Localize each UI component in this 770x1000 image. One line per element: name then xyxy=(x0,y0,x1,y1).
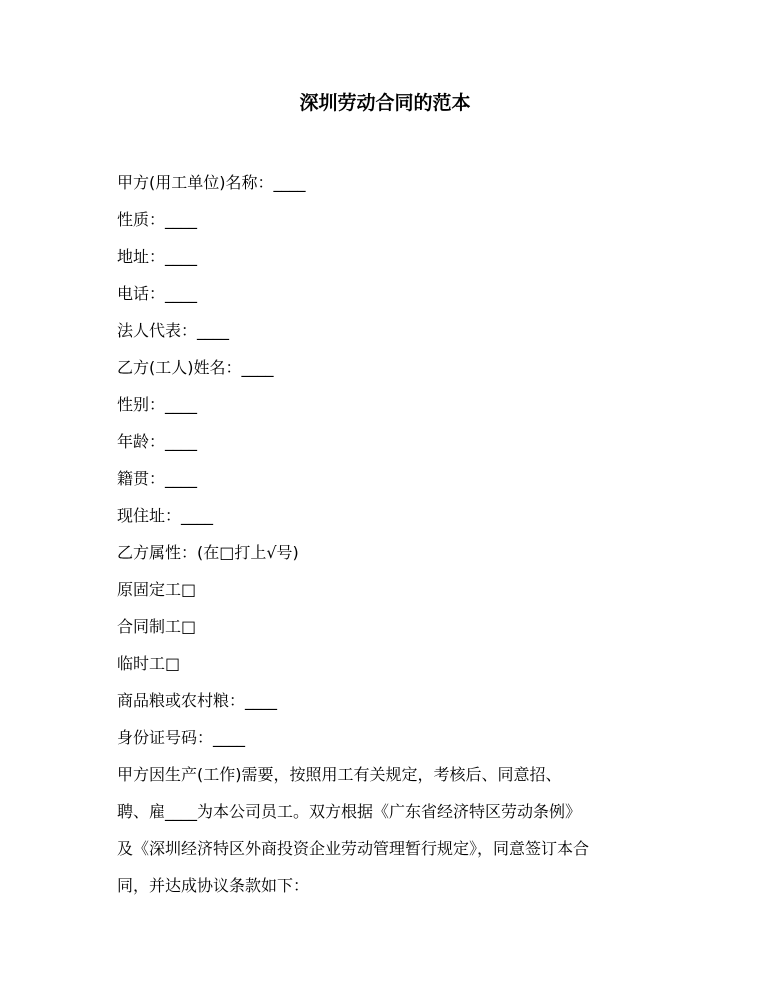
grain-type-line: 商品粮或农村粮：____ xyxy=(117,691,278,710)
legal-representative-line: 法人代表：____ xyxy=(117,321,230,340)
agreement-paragraph-line-2: 聘、雇____为本公司员工。双方根据《广东省经济特区劳动条例》 xyxy=(117,802,582,821)
document-title: 深圳劳动合同的范本 xyxy=(299,92,471,114)
party-a-nature-line: 性质：____ xyxy=(117,210,198,229)
option-original-fixed-worker: 原固定工□ xyxy=(117,580,197,599)
party-a-name-line: 甲方(用工单位)名称：____ xyxy=(117,173,306,192)
id-number-line: 身份证号码：____ xyxy=(117,728,246,747)
agreement-paragraph-line-4: 同，并达成协议条款如下： xyxy=(117,876,310,895)
option-temporary-worker: 临时工□ xyxy=(117,654,181,673)
option-contract-worker: 合同制工□ xyxy=(117,617,197,636)
agreement-paragraph-line-1: 甲方因生产(工作)需要，按照用工有关规定，考核后、同意招、 xyxy=(117,765,562,784)
party-a-phone-line: 电话：____ xyxy=(117,284,198,303)
party-b-type-line: 乙方属性：(在□打上√号) xyxy=(117,543,299,562)
party-b-current-address-line: 现住址：____ xyxy=(117,506,214,525)
party-a-address-line: 地址：____ xyxy=(117,247,198,266)
party-b-origin-line: 籍贯：____ xyxy=(117,469,198,488)
party-b-age-line: 年龄：____ xyxy=(117,432,198,451)
document-body xyxy=(117,164,662,904)
party-b-gender-line: 性别：____ xyxy=(117,395,198,414)
party-b-name-line: 乙方(工人)姓名：____ xyxy=(117,358,274,377)
agreement-paragraph-line-3: 及《深圳经济特区外商投资企业劳动管理暂行规定》，同意签订本合 xyxy=(117,839,590,858)
